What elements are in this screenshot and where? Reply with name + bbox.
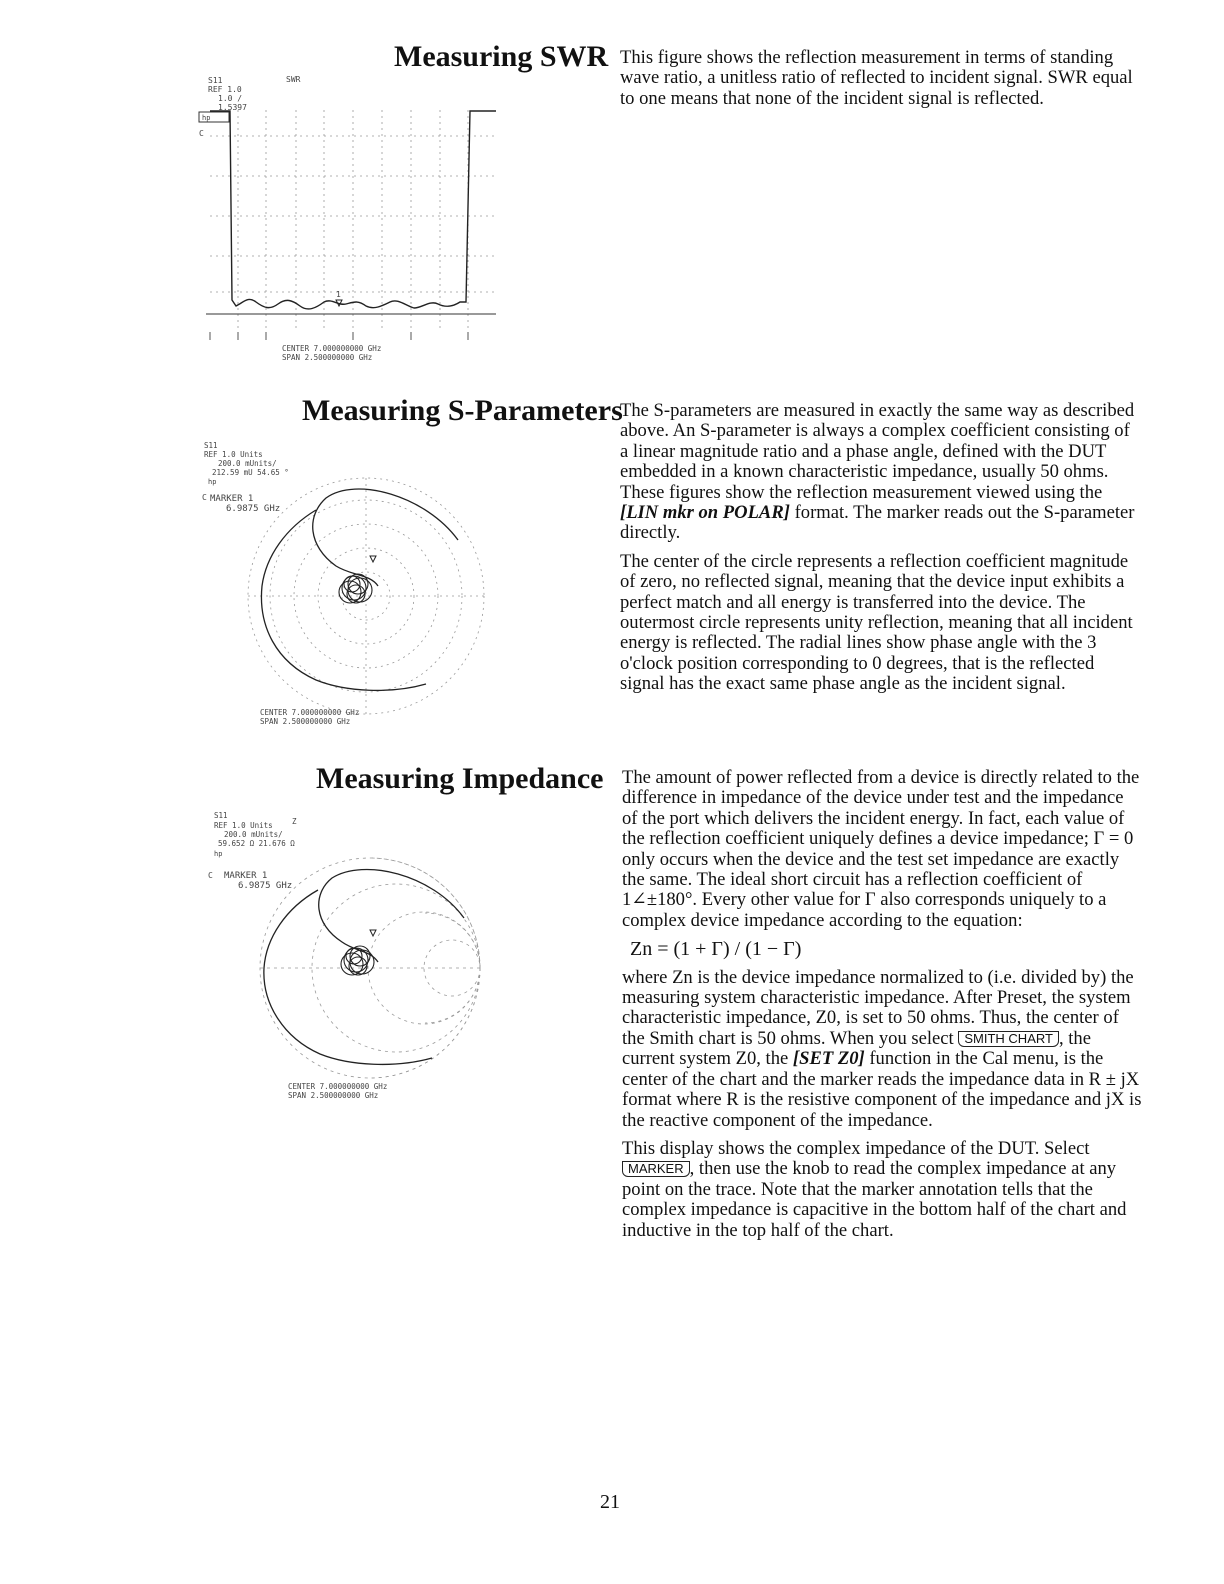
swr-marker-number: 1 (336, 290, 341, 299)
polar-marker-freq: 6.9875 GHz (226, 504, 281, 514)
swr-paragraph: This figure shows the reflection measurement in terms of standing wave ratio, a unitless ratio of reflected to incident signal. SWR equal to one means that none of the incident signal is reflected. (620, 47, 1133, 109)
smith-marker-icon (370, 930, 376, 936)
polar-marker-icon (370, 556, 376, 562)
polar-scale-label: 200.0 mUnits/ (218, 459, 277, 468)
polar-center-readout: CENTER 7.000000000 GHz (260, 708, 360, 717)
swr-hp-label: hp (202, 114, 211, 122)
impedance-paragraph-1: The amount of power reflected from a device is directly related to the difference in impedance of the device under test and the impedance of the port which delivers the incident energy. In fact, each value of the reflection coefficient uniquely defines a device impedance; Γ = 0 only occurs when the device and the test set impedance are exactly the same. The ideal short circuit has a reflection coefficient of 1∠±180°. Every other value for Γ also corresponds uniquely to a complex device impedance according to the equation: (622, 767, 1140, 931)
smith-cluster (341, 946, 374, 975)
impedance-text (622, 768, 1142, 1249)
swr-c-label: C (199, 129, 204, 138)
polar-span-readout: SPAN 2.500000000 GHz (260, 717, 351, 726)
smith-s11-label: S11 (214, 811, 228, 820)
swr-value-label: 1.5397 (218, 103, 247, 112)
smith-grid (260, 858, 480, 1078)
impedance-paragraph-2: where Zn is the device impedance normalized to (i.e. divided by) the measuring system characteristic impedance. After Preset, the system characteristic impedance, Z0, is set to 50 ohms. Thus, the center of the Smith chart is 50 ohms. When you select SMITH CHART , the current system Z0, the [SET Z0] function in the Cal menu, is the center of the chart and the marker reads the impedance data in R ± jX format where R is the resistive component of the impedance and jX is the reactive component of the impedance. (622, 966, 1142, 1131)
smith-marker-label: MARKER 1 (224, 871, 268, 881)
page-number: 21 (600, 1491, 620, 1513)
swr-span-readout: SPAN 2.500000000 GHz (282, 353, 373, 362)
polar-ref-label: REF 1.0 Units (204, 450, 263, 459)
smith-format-label: Z (292, 817, 297, 826)
impedance-equation: Zn = (1 + Γ) / (1 − Γ) (630, 938, 802, 961)
swr-text (620, 48, 1135, 117)
marker-key: MARKER (622, 1161, 690, 1177)
polar-grid (248, 478, 484, 714)
polar-trace (261, 489, 458, 690)
swr-scale-label: 1.0 / (218, 94, 243, 103)
swr-ref-label: REF 1.0 (208, 85, 242, 94)
swr-figure (196, 70, 506, 370)
smith-chart-key: SMITH CHART (958, 1031, 1059, 1047)
smith-trace (264, 869, 464, 1064)
smith-ref-label: REF 1.0 Units (214, 821, 273, 830)
heading-measuring-impedance: Measuring Impedance (316, 762, 604, 795)
set-z0-softkey: [SET Z0] (792, 1048, 865, 1070)
sparam-paragraph-1: The S-parameters are measured in exactly the same way as described above. An S-parameter is always a complex coefficient consisting of a linear magnitude ratio and a phase angle, defined with the DUT embedded in a known characteristic impedance, usually 50 ohms. These figures show the reflection measurement viewed using the [LIN mkr on POLAR] format. The marker reads out the S-parameter directly. (620, 400, 1135, 544)
polar-hp-label: hp (208, 478, 217, 486)
polar-figure (196, 436, 486, 726)
swr-bottom-ticks (210, 332, 468, 340)
smith-figure (200, 808, 490, 1108)
smith-c-label: C (208, 871, 213, 880)
heading-measuring-s-parameters: Measuring S-Parameters (302, 394, 623, 427)
smith-center-readout: CENTER 7.000000000 GHz (288, 1082, 388, 1091)
heading-measuring-swr: Measuring SWR (394, 40, 609, 73)
smith-hp-label: hp (214, 850, 223, 858)
polar-value-label: 212.59 mU 54.65 ° (212, 468, 289, 477)
swr-grid (210, 110, 496, 328)
impedance-paragraph-3: This display shows the complex impedance of the DUT. Select MARKER , then use the knob to read the complex impedance at any point on the trace. Note that the marker annotation tells that the complex impedance is capacitive in the bottom half of the chart and inductive in the top half of the chart. (622, 1137, 1127, 1241)
smith-span-readout: SPAN 2.500000000 GHz (288, 1091, 379, 1100)
smith-scale-label: 200.0 mUnits/ (224, 830, 283, 839)
smith-value-label: 59.652 Ω 21.676 Ω (218, 839, 295, 848)
swr-s11-label: S11 (208, 76, 223, 85)
sparam-paragraph-2: The center of the circle represents a reflection coefficient magnitude of zero, no reflected signal, meaning that the device input exhibits a perfect match and all energy is transferred into the device. The outermost circle represents unity reflection, meaning that all incident energy is reflected. The radial lines show phase angle with the 3 o'clock position corresponding to 0 degrees, that is the reflected signal has the exact same phase angle as the incident signal. (620, 550, 1133, 695)
polar-marker-label: MARKER 1 (210, 494, 254, 504)
smith-marker-freq: 6.9875 GHz (238, 881, 293, 891)
sparam-text (620, 401, 1135, 703)
lin-mkr-on-polar-softkey: [LIN mkr on POLAR] (620, 502, 790, 524)
polar-c-label: C (202, 493, 207, 502)
swr-center-readout: CENTER 7.000000000 GHz (282, 344, 382, 353)
polar-s11-label: S11 (204, 441, 218, 450)
swr-format-label: SWR (286, 75, 301, 84)
